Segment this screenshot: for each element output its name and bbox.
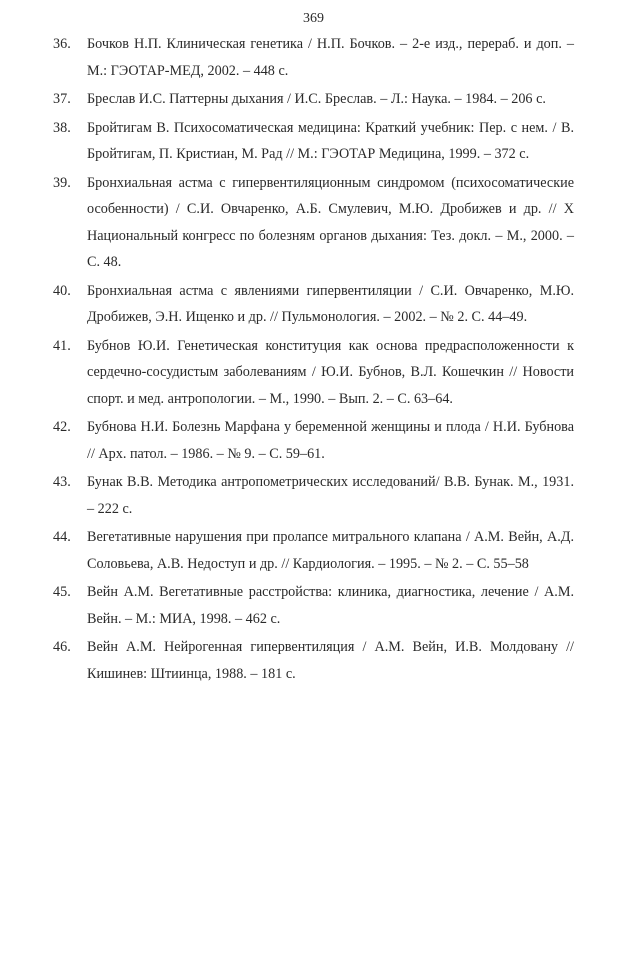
page-number: 369: [303, 11, 324, 26]
reference-text: Бронхиальная астма с гипервентиляционным синдромом (психосоматические особенности) / С.И. Овчаренко, А.Б. Смулевич, М.Ю. Дробижев и др. // X Национальный конгресс по болезням органов дыхания: Тез. докл. – М., 2000. – С. 48.: [87, 174, 574, 270]
reference-item: [53, 634, 574, 687]
reference-item: [53, 170, 574, 276]
reference-text: Вейн А.М. Нейрогенная гипервентиляция / А.М. Вейн, И.В. Молдовану // Кишинев: Штиинца, 1988. – 181 с.: [87, 639, 574, 682]
reference-number: 44.: [53, 529, 71, 545]
reference-item: [53, 469, 574, 522]
reference-item: [53, 31, 574, 84]
reference-text: Бунак В.В. Методика антропометрических исследований/ В.В. Бунак. М., 1931. – 222 с.: [87, 474, 574, 517]
reference-text: Бройтигам В. Психосоматическая медицина: Краткий учебник: Пер. с нем. / В. Бройтигам, П. Кристиан, М. Рад // М.: ГЭОТАР Медицина, 1999. – 372 с.: [87, 119, 574, 162]
reference-text: Бронхиальная астма с явлениями гипервентиляции / С.И. Овчаренко, М.Ю. Дробижев, Э.Н. Ищенко и др. // Пульмонология. – 2002. – № 2. С. 44–49.: [87, 282, 574, 325]
reference-item: [53, 115, 574, 168]
reference-number: 40.: [53, 282, 71, 299]
reference-number: 38.: [53, 119, 71, 136]
reference-item: [53, 524, 574, 577]
reference-item: [53, 414, 574, 467]
reference-item: [53, 579, 574, 632]
reference-item: [53, 86, 574, 113]
reference-number: 41.: [53, 337, 71, 354]
reference-number: 36.: [53, 36, 71, 52]
reference-text: Бреслав И.С. Паттерны дыхания / И.С. Бреслав. – Л.: Наука. – 1984. – 206 с.: [87, 91, 546, 107]
reference-number: 45.: [53, 584, 71, 600]
reference-number: 46.: [53, 639, 71, 655]
reference-number: 42.: [53, 419, 71, 435]
reference-text: Бубнов Ю.И. Генетическая конституция как основа предрасположенности к сердечно-сосудистым заболеваниям / Ю.И. Бубнов, В.Л. Кошечкин // Новости спорт. и мед. антропологии. – М., 1990. – Вып. 2. – С. 63–64.: [87, 337, 574, 407]
reference-item: [53, 333, 574, 413]
reference-text: Бочков Н.П. Клиническая генетика / Н.П. Бочков. – 2-е изд., перераб. и доп. – М.: ГЭОТАР-МЕД, 2002. – 448 с.: [87, 36, 574, 79]
reference-number: 37.: [53, 91, 71, 107]
reference-item: [53, 278, 574, 331]
reference-text: Вейн А.М. Вегетативные расстройства: клиника, диагностика, лечение / А.М. Вейн. – М.: МИА, 1998. – 462 с.: [87, 584, 574, 627]
reference-text: Вегетативные нарушения при пролапсе митрального клапана / А.М. Вейн, А.Д. Соловьева, А.В. Недоступ и др. // Кардиология. – 1995. – № 2. – С. 55–58: [87, 529, 574, 572]
reference-text: Бубнова Н.И. Болезнь Марфана у беременной женщины и плода / Н.И. Бубнова // Арх. патол. – 1986. – № 9. – С. 59–61.: [87, 419, 574, 462]
reference-number: 43.: [53, 474, 71, 490]
reference-number: 39.: [53, 174, 71, 191]
reference-list: [53, 31, 574, 689]
